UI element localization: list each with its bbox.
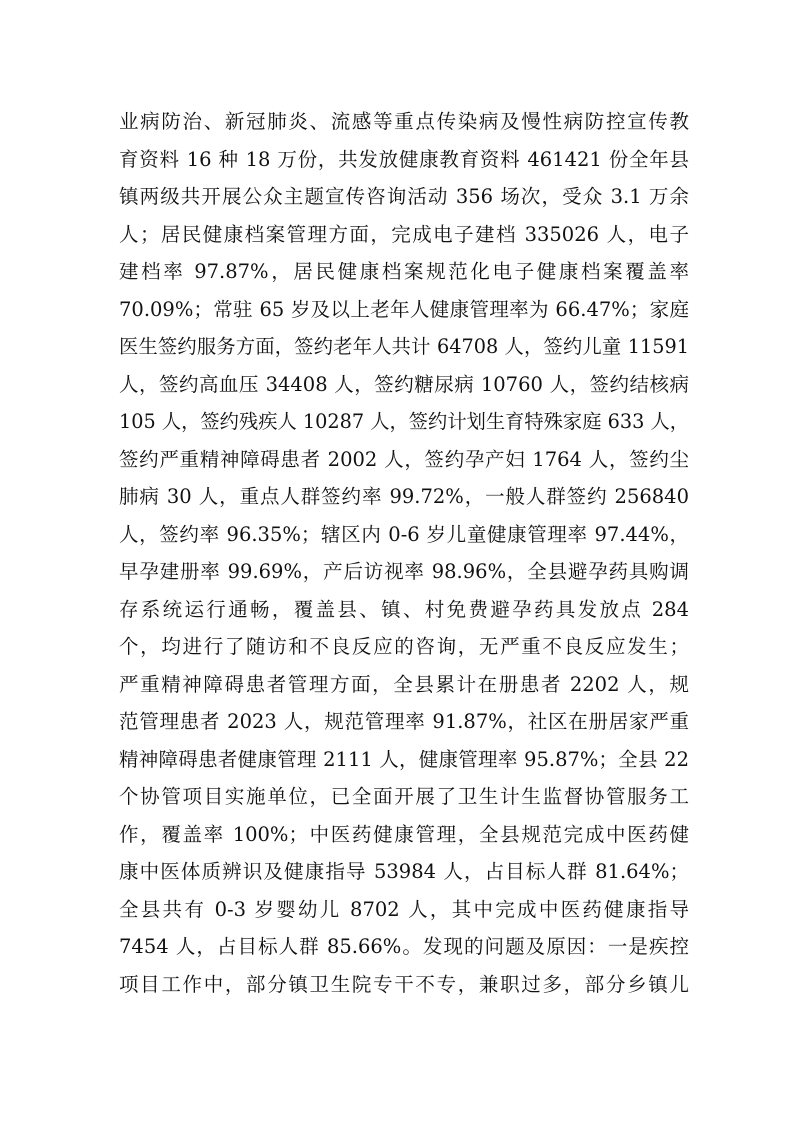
body-paragraph <box>119 103 689 1003</box>
text-line: 人，签约高血压 34408 人，签约糖尿病 10760 人，签约结核病 <box>119 372 689 396</box>
text-line: 早孕建册率 99.69%，产后访视率 98.96%，全县避孕药具购调 <box>119 560 689 583</box>
text-line: 人；居民健康档案管理方面，完成电子建档 335026 人，电子 <box>119 222 689 246</box>
text-line: 70.09%；常驻 65 岁及以上老年人健康管理率为 66.47%；家庭 <box>119 297 689 321</box>
text-line: 康中医体质辨识及健康指导 53984 人，占目标人群 81.64%； <box>119 860 689 883</box>
text-line: 严重精神障碍患者管理方面，全县累计在册患者 2202 人，规 <box>119 672 689 696</box>
text-line: 项目工作中，部分镇卫生院专干不专，兼职过多，部分乡镇儿 <box>119 972 689 996</box>
text-line: 7454 人，占目标人群 85.66%。发现的问题及原因：一是疾控 <box>119 935 689 958</box>
text-line: 个，均进行了随访和不良反应的咨询，无严重不良反应发生； <box>119 635 689 658</box>
text-line: 镇两级共开展公众主题宣传咨询活动 356 场次，受众 3.1 万余 <box>119 185 689 208</box>
text-line: 个协管项目实施单位，已全面开展了卫生计生监督协管服务工 <box>119 785 689 808</box>
text-line: 人，签约率 96.35%；辖区内 0-6 岁儿童健康管理率 97.44%， <box>119 522 689 546</box>
text-line: 精神障碍患者健康管理 2111 人，健康管理率 95.87%；全县 22 <box>119 747 689 771</box>
text-line: 签约严重精神障碍患者 2002 人，签约孕产妇 1764 人，签约尘 <box>119 447 689 471</box>
text-line: 建档率 97.87%，居民健康档案规范化电子健康档案覆盖率 <box>119 260 689 283</box>
text-line: 存系统运行通畅，覆盖县、镇、村免费避孕药具发放点 284 <box>119 597 689 621</box>
text-line: 全县共有 0-3 岁婴幼儿 8702 人，其中完成中医药健康指导 <box>119 897 689 921</box>
text-line: 范管理患者 2023 人，规范管理率 91.87%，社区在册居家严重 <box>119 710 689 733</box>
text-line: 作，覆盖率 100%；中医药健康管理，全县规范完成中医药健 <box>119 822 689 846</box>
text-line: 105 人，签约残疾人 10287 人，签约计划生育特殊家庭 633 人， <box>119 410 689 433</box>
text-line: 肺病 30 人，重点人群签约率 99.72%，一般人群签约 256840 <box>119 485 689 508</box>
text-line: 育资料 16 种 18 万份，共发放健康教育资料 461421 份全年县 <box>119 147 689 171</box>
text-line: 业病防治、新冠肺炎、流感等重点传染病及慢性病防控宣传教 <box>119 110 689 133</box>
text-line: 医生签约服务方面，签约老年人共计 64708 人，签约儿童 11591 <box>119 335 689 358</box>
